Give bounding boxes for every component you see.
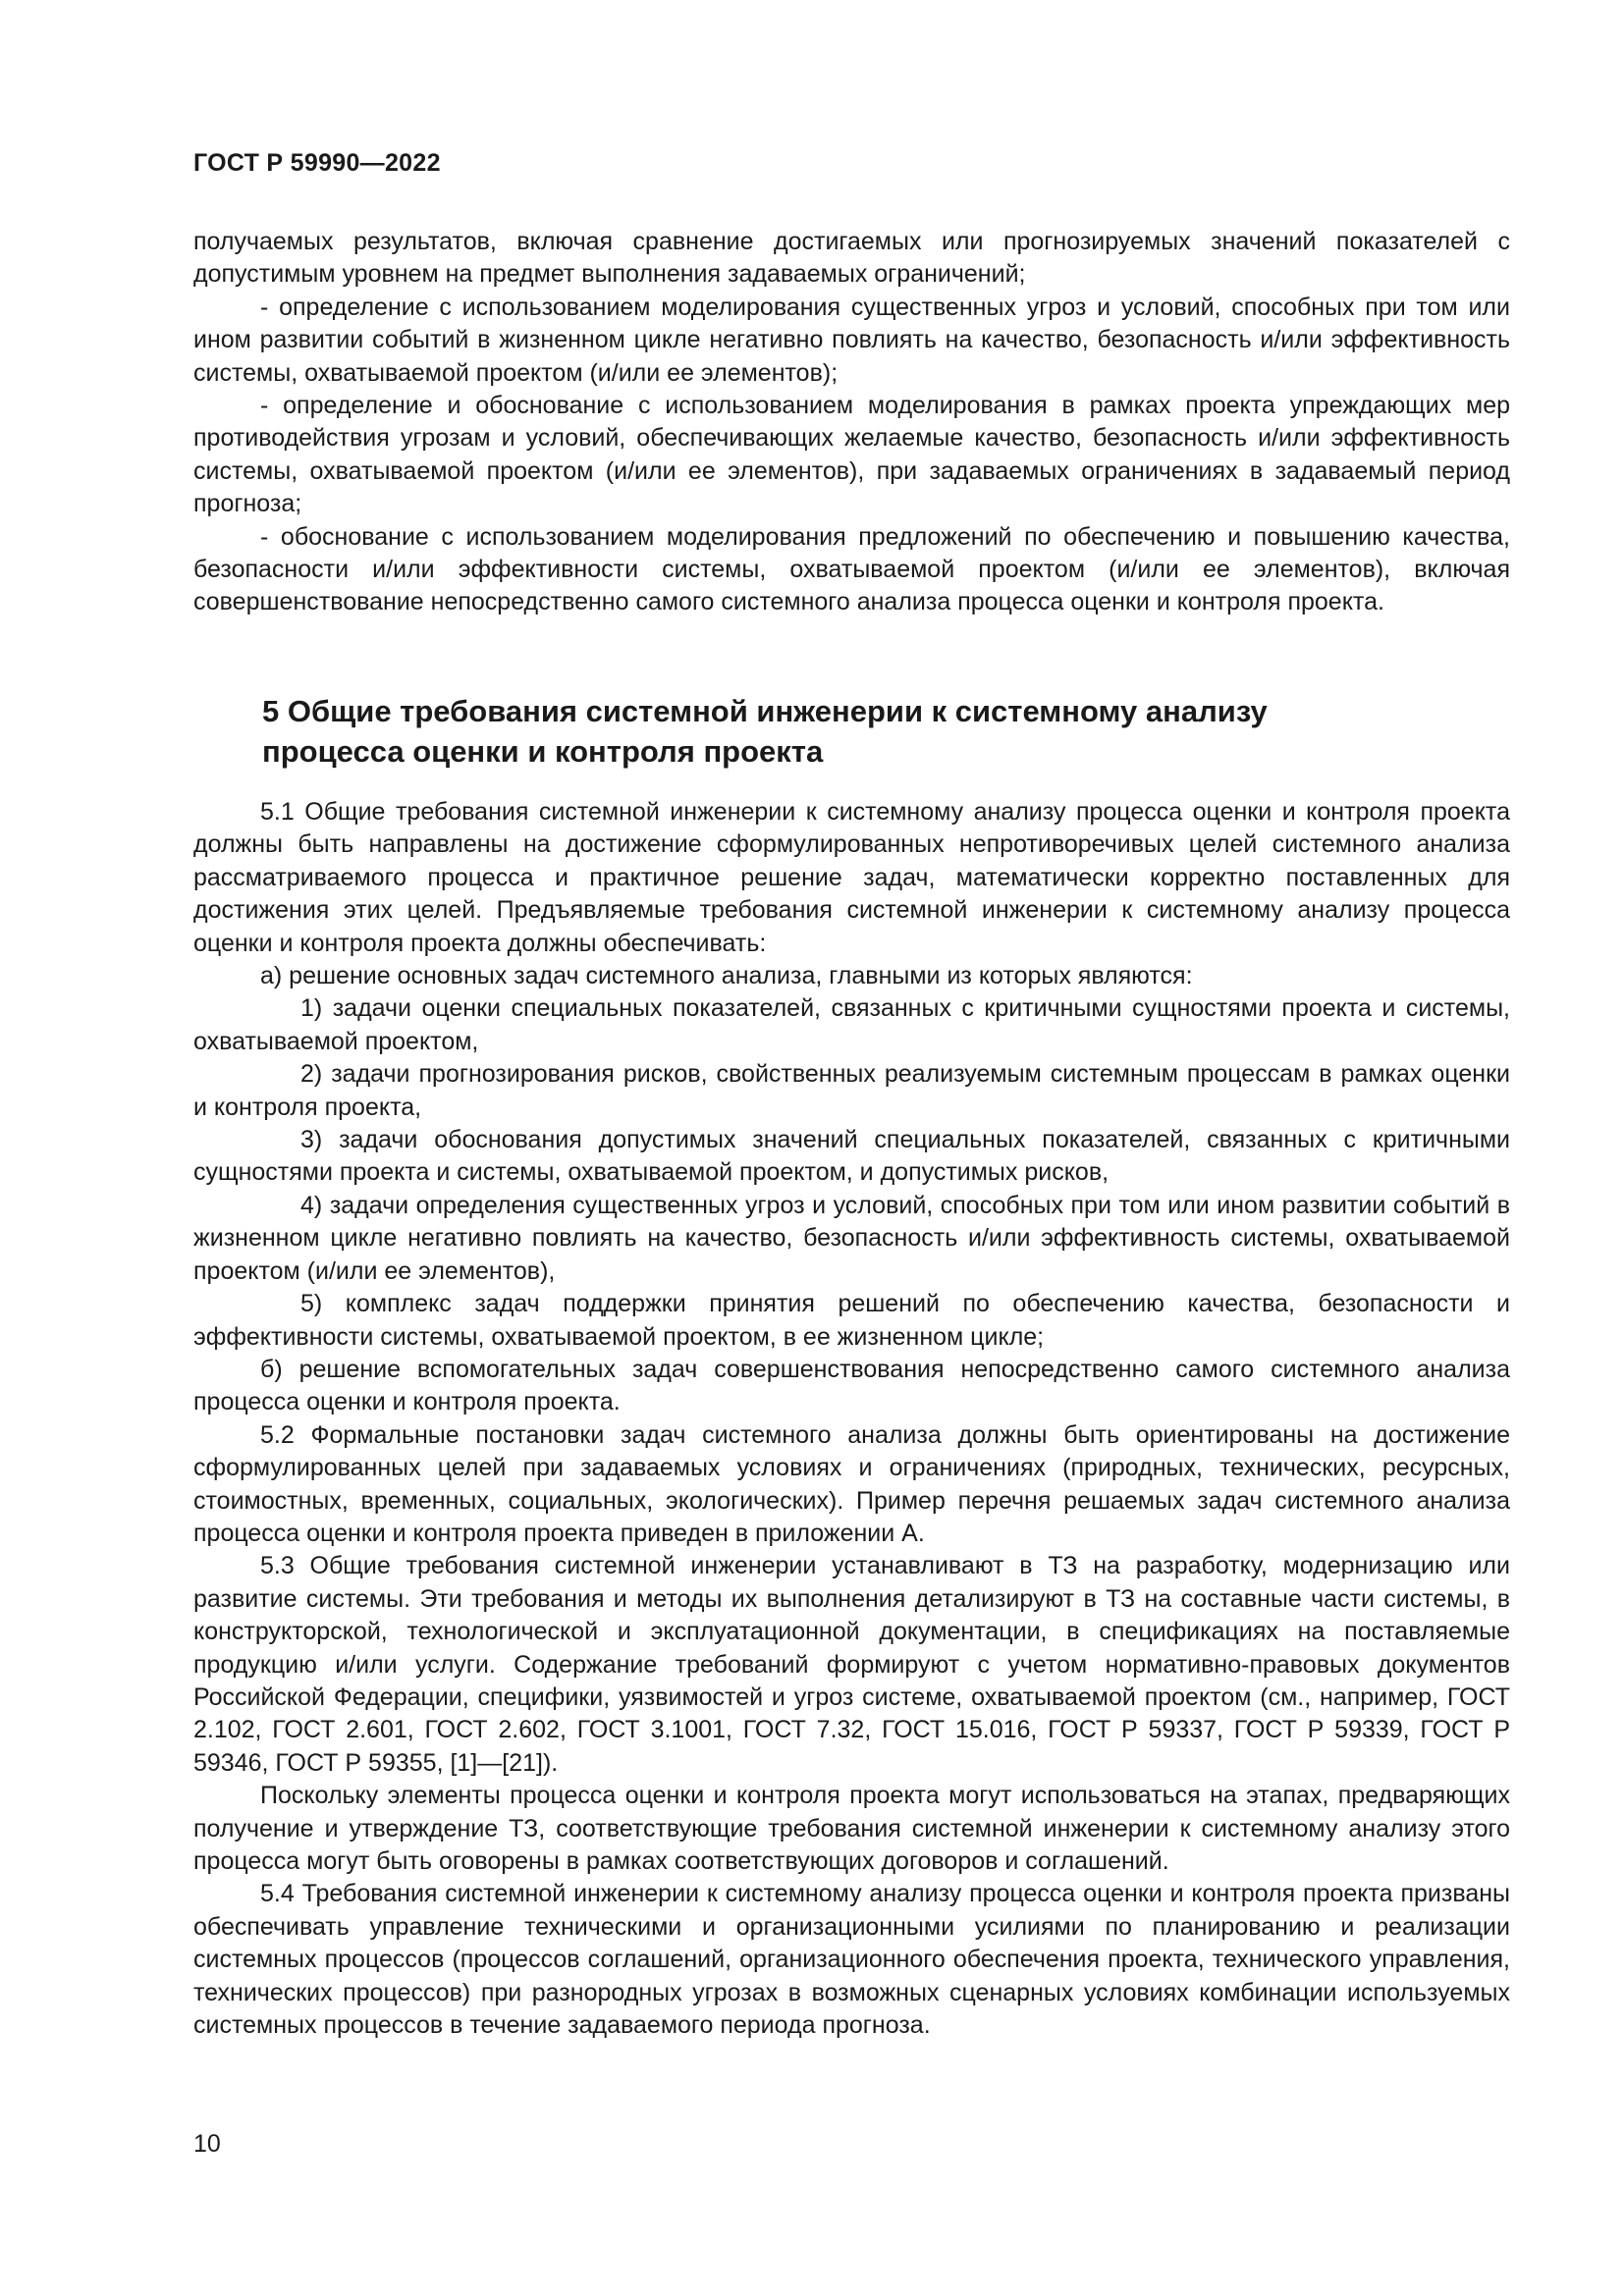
sublist-item: 5) комплекс задач поддержки принятия решений по обеспечению качества, безопасности и эффективности системы, охватываемой проектом, в ее жизненном цикле; [193, 1290, 1510, 1351]
intro-text-block [193, 226, 1510, 619]
paragraph: Поскольку элементы процесса оценки и контроля проекта могут использоваться на этапах, предваряющих получение и утверждение ТЗ, соответствующие требования системной инженерии к системному анализу этого процесса могут быть оговорены в рамках соответствующих договоров и соглашений. [193, 1782, 1510, 1875]
list-item: - определение и обоснование с использованием моделирования в рамках проекта упреждающих мер противодействия угрозам и условий, обеспечивающих желаемые качество, безопасность и/или эффективность системы, охватываемой проектом (и/или ее элементов), при задаваемых ограничениях в задаваемый период прогноза; [193, 392, 1510, 518]
section-heading-line: процесса оценки и контроля проекта [262, 734, 824, 769]
paragraph: получаемых результатов, включая сравнение достигаемых или прогнозируемых значений показателей с допустимым уровнем на предмет выполнения задаваемых ограничений; [193, 228, 1510, 289]
paragraph-5-4: 5.4 Требования системной инженерии к системному анализу процесса оценки и контроля проекта призваны обеспечивать управление техническими и организационными усилиями по планированию и реализации системных процессов (процессов соглашений, организационного обеспечения проекта, технического управления, технических процессов) при разнородных угрозах в возможных сценарных условиях комбинации используемых системных процессов в течение задаваемого периода прогноза. [193, 1880, 1510, 2040]
paragraph-5-3: 5.3 Общие требования системной инженерии устанавливают в ТЗ на разработку, модернизацию или развитие системы. Эти требования и методы их выполнения детализируют в ТЗ на составные части системы, в конструкторской, технологической и эксплуатационной документации, в спецификациях на поставляемые продукцию и/или услуги. Содержание требований формируют с учетом нормативно-правовых документов Российской Федерации, специфики, уязвимостей и угроз системе, охватываемой проектом (см., например, ГОСТ 2.102, ГОСТ 2.601, ГОСТ 2.602, ГОСТ 3.1001, ГОСТ 7.32, ГОСТ 15.016, ГОСТ Р 59337, ГОСТ Р 59339, ГОСТ Р 59346, ГОСТ Р 59355, [1]—[21]). [193, 1552, 1510, 1777]
paragraph-5-2: 5.2 Формальные постановки задач системного анализа должны быть ориентированы на достижение сформулированных целей при задаваемых условиях и ограничениях (природных, технических, ресурсных, стоимостных, временных, социальных, экологических). Пример перечня решаемых задач системного анализа процесса оценки и контроля проекта приведен в приложении А. [193, 1420, 1510, 1547]
standard-code-header: ГОСТ Р 59990—2022 [193, 149, 441, 177]
section-heading-line: 5 Общие требования системной инженерии к системному анализу [262, 694, 1268, 728]
list-item: - обоснование с использованием моделирования предложений по обеспечению и повышению качества, безопасности и/или эффективности системы, охватываемой проектом (и/или ее элементов), включая совершенствование непосредственно самого системного анализа процесса оценки и контроля проекта. [193, 522, 1510, 616]
list-item-b: б) решение вспомогательных задач совершенствования непосредственно самого системного анализа процесса оценки и контроля проекта. [193, 1355, 1510, 1416]
list-item: - определение с использованием моделирования существенных угроз и условий, способных при том или ином развитии событий в жизненном цикле негативно повлиять на качество, безопасность и/или эффективность системы, охватываемой проектом (и/или ее элементов); [193, 293, 1510, 387]
sublist-item: 1) задачи оценки специальных показателей, связанных с критичными сущностями проекта и системы, охватываемой проектом, [193, 994, 1510, 1055]
page-number: 10 [193, 2130, 221, 2158]
paragraph-5-1: 5.1 Общие требования системной инженерии к системному анализу процесса оценки и контроля проекта должны быть направлены на достижение сформулированных непротиворечивых целей системного анализа рассматриваемого процесса и практичное решение задач, математически корректно поставленных для достижения этих целей. Предъявляемые требования системной инженерии к системному анализу процесса оценки и контроля проекта должны обеспечивать: [193, 798, 1510, 957]
list-item-a: а) решение основных задач системного анализа, главными из которых являются: [260, 962, 1193, 990]
sublist-item: 2) задачи прогнозирования рисков, свойственных реализуемым системным процессам в рамках оценки и контроля проекта, [193, 1060, 1510, 1121]
sublist-item: 3) задачи обоснования допустимых значений специальных показателей, связанных с критичными сущностями проекта и системы, охватываемой проектом, и допустимых рисков, [193, 1126, 1510, 1187]
section-text-block [193, 796, 1510, 2042]
section-heading [262, 691, 1440, 772]
sublist-item: 4) задачи определения существенных угроз и условий, способных при том или ином развитии событий в жизненном цикле негативно повлиять на качество, безопасность и/или эффективность системы, охватываемой проектом (и/или ее элементов), [193, 1191, 1510, 1285]
